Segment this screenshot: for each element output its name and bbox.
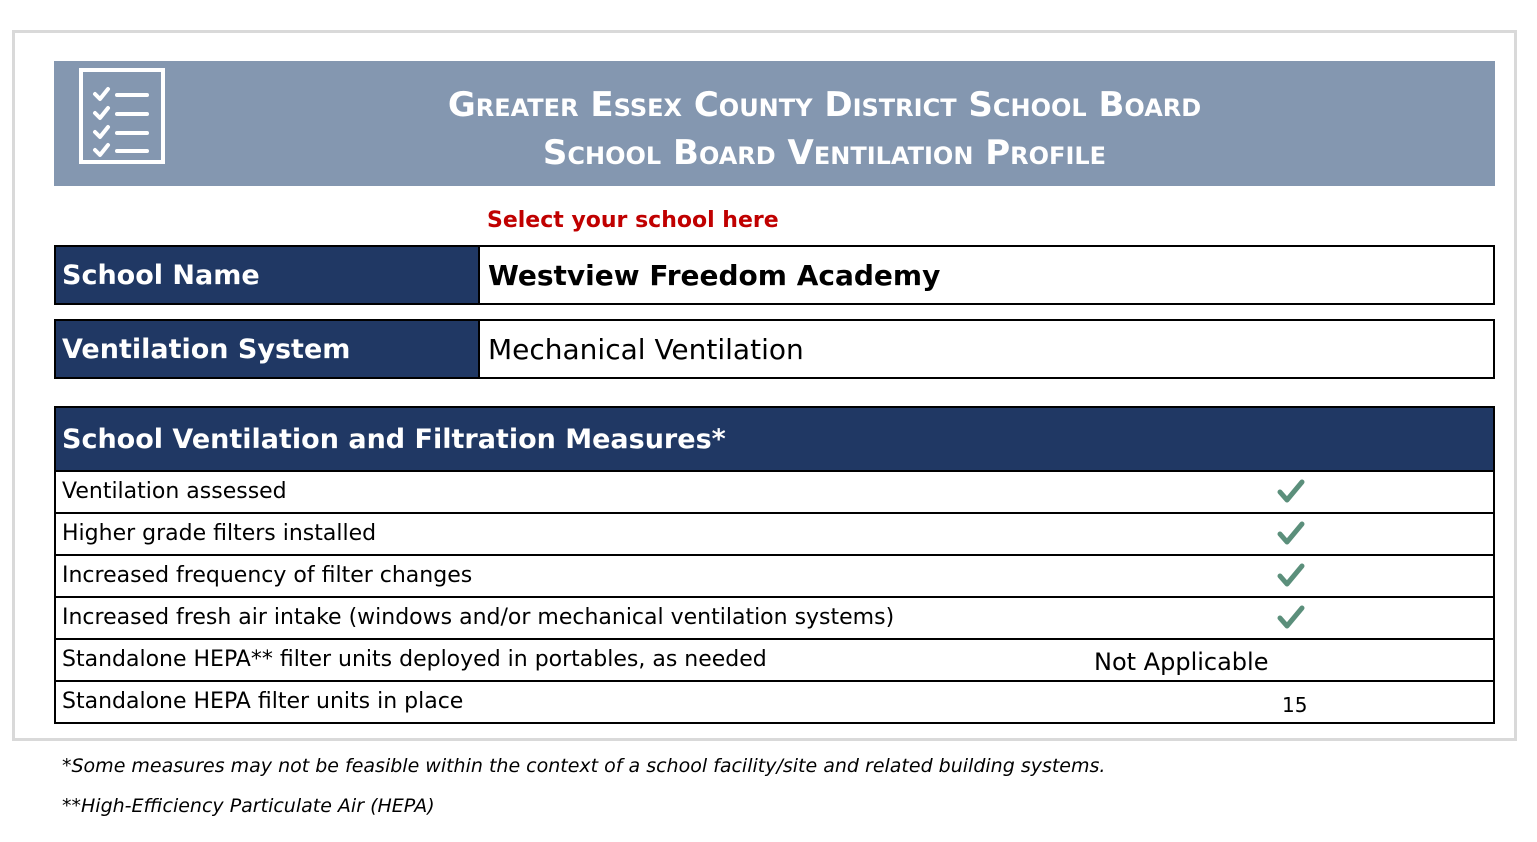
measure-status-text: Not Applicable bbox=[1094, 648, 1269, 676]
measure-count: 15 bbox=[1282, 693, 1308, 717]
footnote-hepa: **High-Efficiency Particulate Air (HEPA) bbox=[62, 795, 435, 817]
header-title-line1: Greater Essex County District School Board bbox=[447, 85, 1202, 125]
footnote-feasibility: *Some measures may not be feasible within the context of a school facility/site and related building systems. bbox=[62, 755, 1106, 777]
ventilation-system-row bbox=[54, 319, 1495, 379]
measure-row bbox=[56, 682, 1493, 722]
checkmark-icon bbox=[1276, 561, 1306, 591]
checkmark-icon bbox=[1276, 519, 1306, 549]
measure-label: Standalone HEPA filter units in place bbox=[62, 689, 464, 714]
measures-table bbox=[54, 406, 1495, 724]
measure-label: Increased fresh air intake (windows and/or mechanical ventilation systems) bbox=[62, 605, 895, 630]
measure-row bbox=[56, 556, 1493, 598]
checkmark-icon bbox=[1276, 603, 1306, 633]
measure-label: Ventilation assessed bbox=[62, 479, 287, 504]
school-name-select[interactable]: Westview Freedom Academy bbox=[480, 247, 1493, 303]
measure-label: Increased frequency of filter changes bbox=[62, 563, 473, 588]
measure-row bbox=[56, 598, 1493, 640]
header-title-line2: School Board Ventilation Profile bbox=[542, 133, 1107, 173]
ventilation-system-value: Mechanical Ventilation bbox=[480, 321, 1493, 377]
measure-label: Higher grade filters installed bbox=[62, 521, 377, 546]
checkmark-icon bbox=[1276, 477, 1306, 507]
measure-row bbox=[56, 472, 1493, 514]
measure-label: Standalone HEPA** filter units deployed in portables, as needed bbox=[62, 647, 767, 672]
measure-row bbox=[56, 514, 1493, 556]
select-school-hint: Select your school here bbox=[487, 208, 779, 233]
header-title bbox=[54, 81, 1495, 177]
school-name-label: School Name bbox=[56, 247, 480, 303]
school-name-row bbox=[54, 245, 1495, 305]
profile-header bbox=[54, 60, 1495, 186]
measures-title: School Ventilation and Filtration Measures* bbox=[56, 408, 1493, 472]
measure-row bbox=[56, 640, 1493, 682]
ventilation-system-label: Ventilation System bbox=[56, 321, 480, 377]
